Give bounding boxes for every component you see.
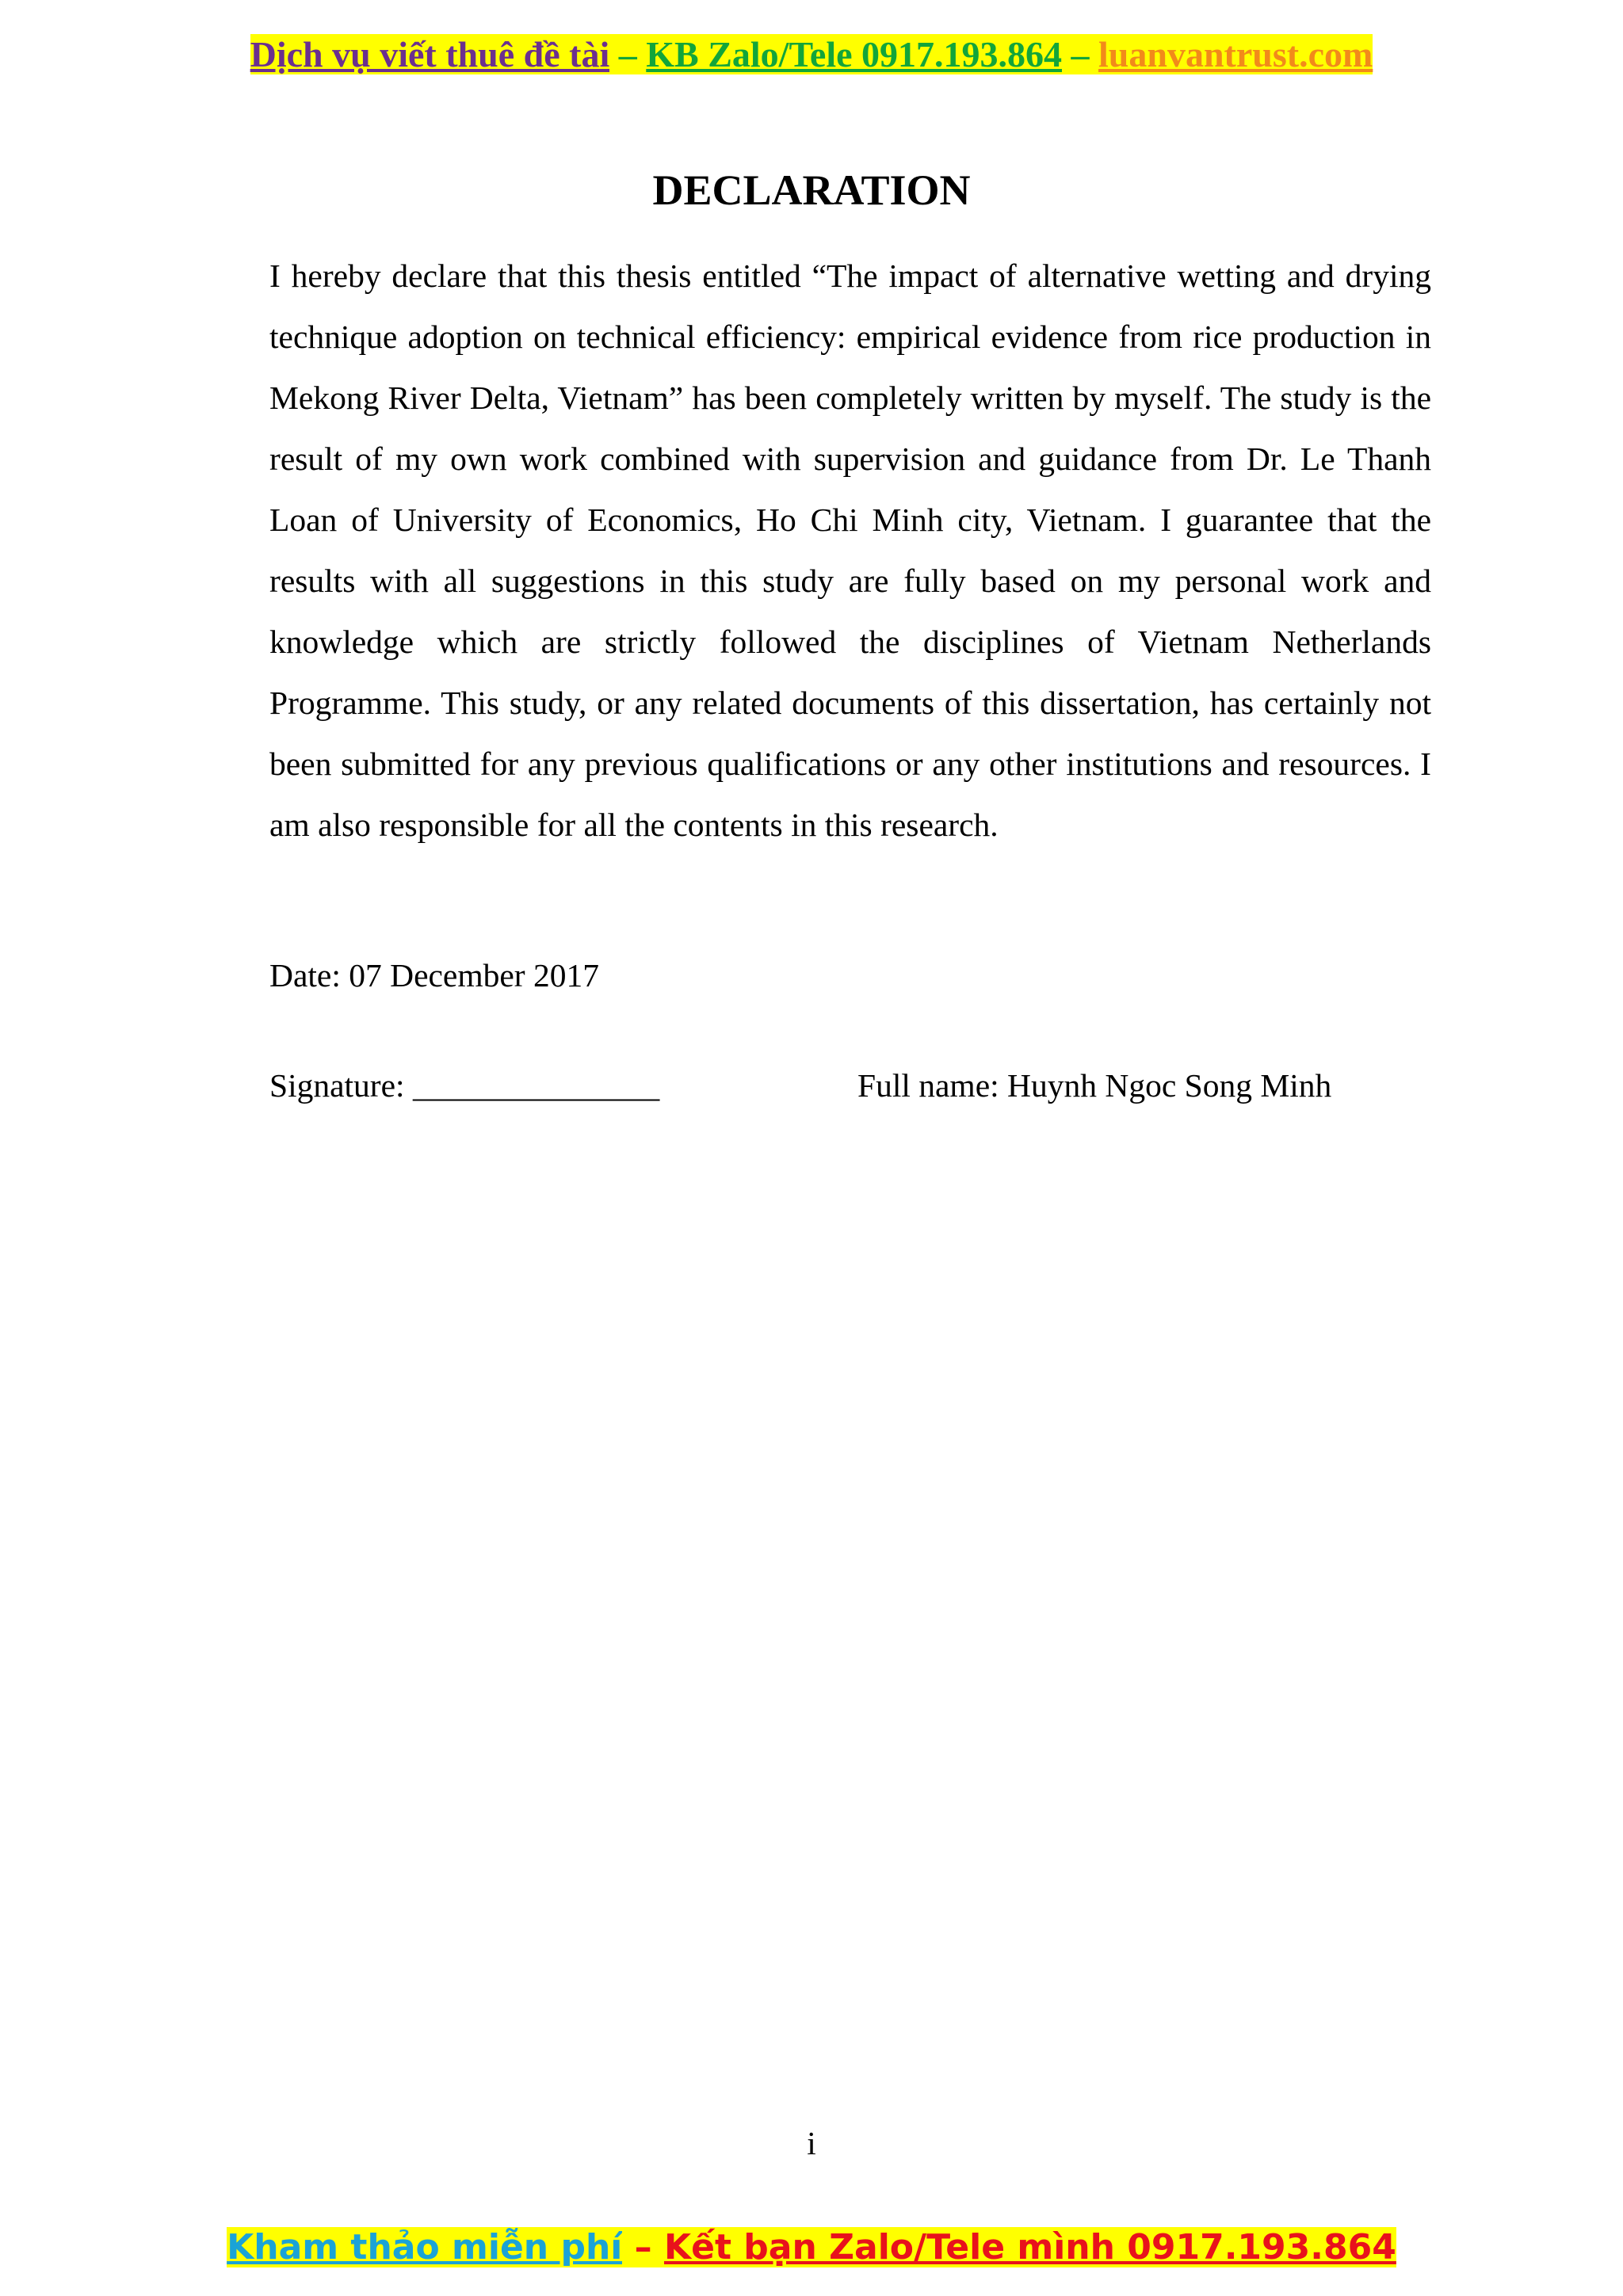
footer-separator: – [622, 2227, 664, 2267]
declaration-date: Date: 07 December 2017 [269, 957, 599, 994]
header-separator: – [609, 34, 647, 74]
header-contact-link[interactable]: KB Zalo/Tele 0917.193.864 [646, 34, 1063, 74]
page-number: i [807, 2125, 816, 2161]
header-website-link[interactable]: luanvantrust.com [1098, 34, 1373, 74]
signature-line: Signature: _______________ [269, 1067, 660, 1104]
footer-free-reference-link[interactable]: Kham thảo miễn phí [227, 2227, 623, 2267]
header-separator: – [1062, 34, 1099, 74]
footer-banner [0, 2222, 1623, 2273]
footer-contact-link[interactable]: Kết bạn Zalo/Tele mình 0917.193.864 [664, 2227, 1396, 2267]
full-name: Full name: Huynh Ngoc Song Minh [857, 1067, 1332, 1104]
header-banner [0, 30, 1623, 79]
header-service-link[interactable]: Dịch vụ viết thuê đề tài [250, 34, 610, 74]
page-title: DECLARATION [652, 166, 971, 214]
declaration-paragraph: I hereby declare that this thesis entitled “The impact of alternative wetting and drying technique adoption on technical efficiency: empirical evidence from rice production in Mekong River Delta, Vietnam” has been completely written by myself. The study is the result of my own work combined with supervision and guidance from Dr. Le Thanh Loan of University of Economics, Ho Chi Minh city, Vietnam. I guarantee that the results with all suggestions in this study are fully based on my personal work and knowledge which are strictly followed the disciplines of Vietnam Netherlands Programme. This study, or any related documents of this dissertation, has certainly not been submitted for any previous qualifications or any other institutions and resources. I am also responsible for all the contents in this research. [269, 257, 1431, 843]
